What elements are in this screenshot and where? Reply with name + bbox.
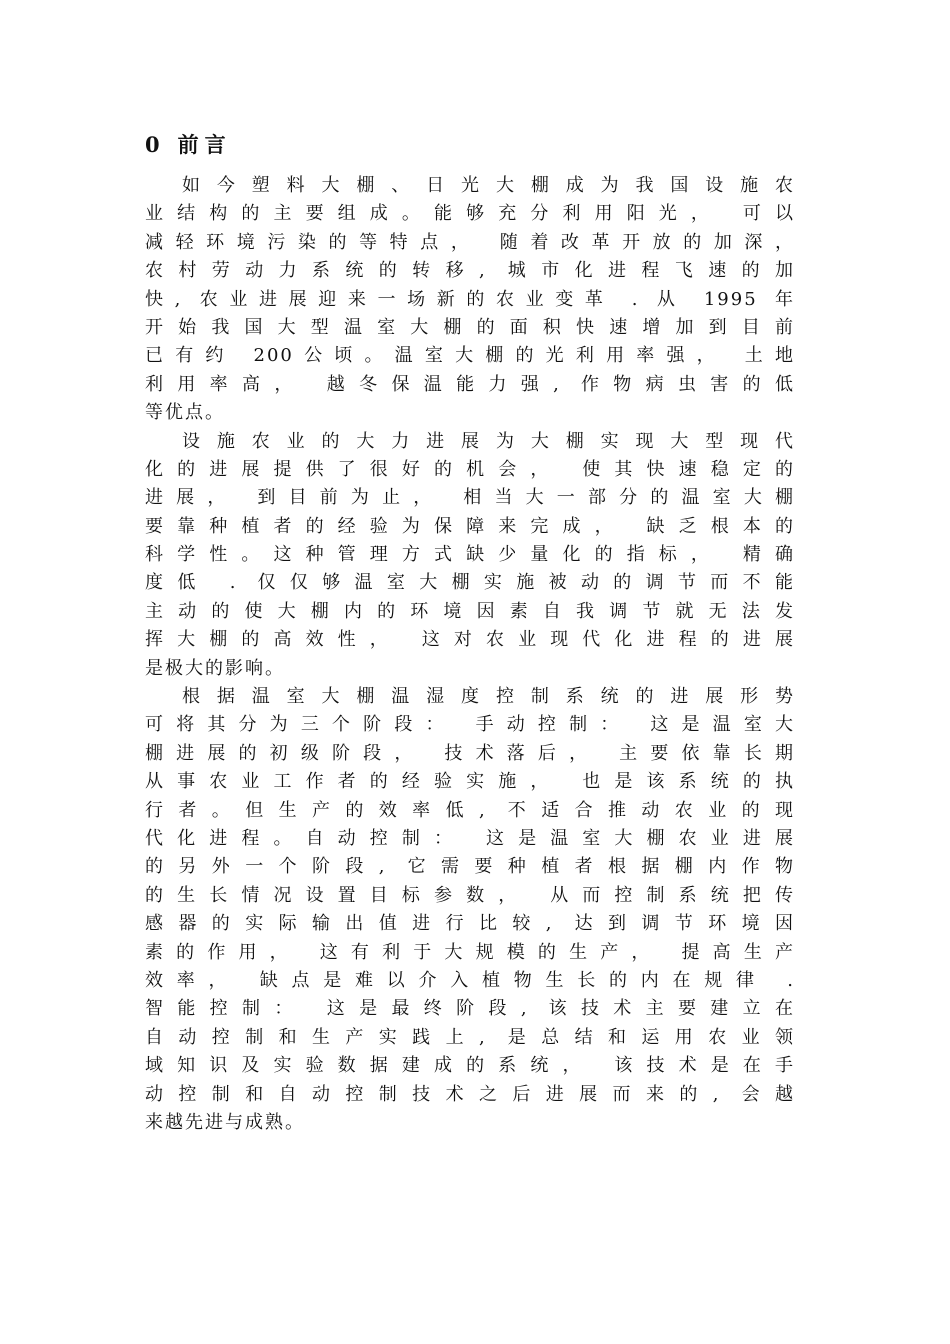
body-text [145, 172, 795, 1137]
text-line: 素的作用， 这有利于大规模的生产， 提高生产 [145, 941, 795, 963]
text-line: 根据温室大棚温湿度控制系统的进展形势 [182, 686, 795, 708]
text-line: 主动的使大棚内的环境因素自我调节就无法发 [145, 600, 795, 622]
text-line: 动控制和自动控制技术之后进展而来的, 会越 [145, 1083, 795, 1105]
text-line: 业结构的主要组成。能够充分利用阳光， 可以 [145, 203, 795, 225]
text-line: 如今塑料大棚、日光大棚成为我国设施农 [182, 175, 795, 196]
text-line: 棚进展的初级阶段， 技术落后， 主要依靠长期 [145, 742, 795, 764]
text-line: 是极大的影响。 [145, 657, 285, 679]
section-heading [145, 130, 232, 160]
text-line: 来越先进与成熟。 [145, 1111, 305, 1133]
text-line: 行者。但生产的效率低, 不适合推动农业的现 [145, 799, 795, 821]
text-line: 利用率高， 越冬保温能力强, 作物病虫害的低 [145, 373, 795, 395]
text-line: 域知识及实验数据建成的系统， 该技术是在手 [145, 1055, 795, 1077]
text-line: 快, 农业进展迎来一场新的农业变革 . 从 1995 年 [145, 288, 795, 310]
text-line: 要靠种植者的经验为保障来完成， 缺乏根本的 [145, 515, 795, 537]
text-line: 可将其分为三个阶段： 手动控制： 这是温室大 [145, 714, 795, 736]
text-line: 挥大棚的高效性， 这对农业现代化进程的进展 [145, 629, 795, 651]
text-line: 开始我国大型温室大棚的面积快速增加到目前 [145, 316, 795, 338]
text-line: 等优点。 [145, 402, 225, 424]
text-line: 的生长情况设置目标参数， 从而控制系统把传 [145, 884, 795, 906]
text-line: 感器的实际输出值进行比较, 达到调节环境因 [145, 913, 795, 935]
text-line: 度低 . 仅仅够温室大棚实施被动的调节而不能 [145, 572, 795, 594]
text-line: 设施农业的大力进展为大棚实现大型现代 [182, 430, 795, 452]
text-line: 科学性。这种管理方式缺少量化的指标， 精确 [145, 544, 795, 566]
section-title: 前言 [177, 132, 232, 157]
text-line: 的另外一个阶段, 它需要种植者根据棚内作物 [145, 856, 795, 878]
text-line: 已有约 200公顷。温室大棚的光利用率强， 土地 [145, 345, 795, 367]
text-line: 效率， 缺点是难以介入植物生长的内在规律 . [145, 969, 795, 991]
text-line: 智能控制： 这是最终阶段, 该技术主要建立在 [145, 998, 795, 1020]
text-line: 自动控制和生产实践上, 是总结和运用农业领 [145, 1026, 795, 1048]
text-line: 进展， 到目前为止， 相当大一部分的温室大棚 [145, 487, 795, 509]
section-number: 0 [145, 132, 160, 157]
text-line: 从事农业工作者的经验实施， 也是该系统的执 [145, 771, 795, 793]
text-line: 化的进展提供了很好的机会， 使其快速稳定的 [145, 458, 795, 480]
text-line: 减轻环境污染的等特点， 随着改革开放的加深， [145, 231, 795, 253]
text-line: 代化进程。自动控制： 这是温室大棚农业进展 [145, 827, 795, 849]
text-line: 农村劳动力系统的转移, 城市化进程飞速的加 [145, 260, 795, 282]
